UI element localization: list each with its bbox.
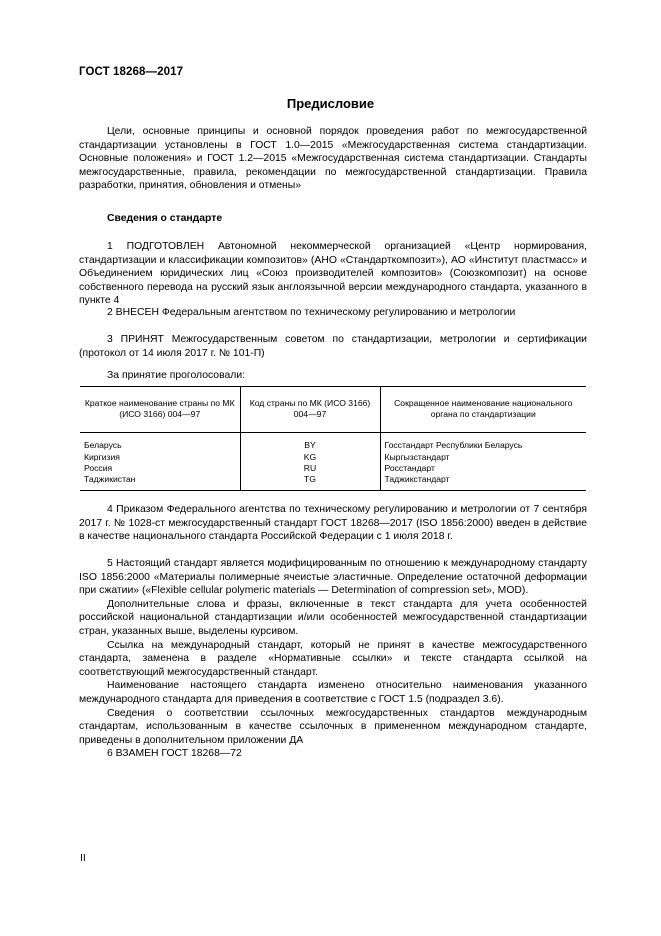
item-5-note-references: Ссылка на международный стандарт, который не принят в качестве межгосударственного стандарта, заменена в разделе «Нормативные ссылки» и тексте стандарта ссылкой на соответствующий межгосударственный стандарт. <box>79 639 587 678</box>
item-1-text: 1 ПОДГОТОВЛЕН Автономной некоммерческой организацией «Центр нормирования, стандартизации и классификации композитов» (АНО «Стандарткомпозит»), АО «Институт пластмасс» и Объединением юридических лиц «Союз производителей композитов» (Союзкомпозит) на основе собственного перевода на русский язык англоязычной версии международного стандарта, указанного в пункте 4 <box>79 241 587 307</box>
item-2 <box>79 306 587 320</box>
country-code: KG <box>240 452 380 463</box>
item-3 <box>79 333 587 360</box>
voting-table <box>80 386 586 491</box>
country-name: Россия <box>80 463 240 474</box>
info-heading: Сведения о стандарте <box>107 213 223 224</box>
item-5-text: 5 Настоящий стандарт является модифицированным по отношению к международному стандарту ISO 1856:2000 «Материалы полимерные ячеистые эластичные. Определение остаточной деформации при сжатии» («Flexible cellular polymeric materials — Determination of compression set», MOD). <box>79 558 587 597</box>
country-code: TG <box>240 474 380 491</box>
national-body: Таджикстандарт <box>380 474 586 491</box>
vote-label: За принятие проголосовали: <box>107 370 246 381</box>
item-5-note-additions: Дополнительные слова и фразы, включенные в текст стандарта для учета особенностей российской национальной стандартизации и/или особенностей межгосударственной стандартизации стран, указанных выше, выделены курсивом. <box>79 598 587 637</box>
table-header-code: Код страны по МК (ИСО 3166) 004—97 <box>240 387 380 433</box>
table-header-country: Краткое наименование страны по МК (ИСО 3166) 004—97 <box>80 387 240 433</box>
table-header-body: Сокращенное наименование национального органа по стандартизации <box>380 387 586 433</box>
country-code: RU <box>240 463 380 474</box>
national-body: Росстандарт <box>384 462 435 473</box>
table-row <box>80 452 586 463</box>
item-3-text: 3 ПРИНЯТ Межгосударственным советом по стандартизации, метрологии и сертификации (протокол от 14 июля 2017 г. № 101-П) <box>79 334 587 359</box>
item-2-text: 2 ВНЕСЕН Федеральным агентством по техническому регулированию и метрологии <box>107 307 516 318</box>
country-name: Таджикистан <box>80 474 240 491</box>
item-1 <box>79 240 587 308</box>
intro-paragraph <box>79 125 587 193</box>
item-6-text: 6 ВЗАМЕН ГОСТ 18268—72 <box>107 748 242 759</box>
intro-text: Цели, основные принципы и основной порядок проведения работ по межгосударственной стандартизации установлены в ГОСТ 1.0—2015 «Межгосударственная система стандартизации. Основные положения» и ГОСТ 1.2—2015 «Межгосударственная система стандартизации. Стандарты межгосударственные, правила, рекомендации по межгосударственной стандартизации. Правила разработки, принятия, обновления и отмены» <box>79 126 587 192</box>
document-header: ГОСТ 18268—2017 <box>79 66 184 78</box>
table-row <box>80 474 586 491</box>
country-name: Киргизия <box>80 452 240 463</box>
country-code: BY <box>240 433 380 452</box>
country-name: Беларусь <box>80 433 240 452</box>
item-4-text: 4 Приказом Федерального агентства по техническому регулированию и метрологии от 7 сентября 2017 г. № 1028-ст межгосударственный стандарт ГОСТ 18268—2017 (ISO 1856:2000) введен в действие в качестве национального стандарта Российской Федерации с 1 июля 2018 г. <box>79 504 587 543</box>
item-4 <box>79 503 587 544</box>
page-title: Предисловие <box>286 96 375 111</box>
table-row <box>80 433 586 452</box>
table-row <box>80 463 586 474</box>
item-5-note-title: Наименование настоящего стандарта изменено относительно наименования указанного международного стандарта для приведения в соответствие с ГОСТ 1.5 (подраздел 3.6). <box>79 680 587 705</box>
table-header-row <box>80 387 586 433</box>
item-5 <box>79 557 587 747</box>
item-6 <box>79 747 587 761</box>
national-body: Кыргызстандарт <box>384 451 450 462</box>
item-5-note-appendix: Сведения о соответствии ссылочных межгосударственных стандартов международным стандартам, использованным в качестве ссылочных в примененном международном стандарте, приведены в дополнительном приложении ДА <box>79 707 587 746</box>
page-number: II <box>80 853 86 864</box>
national-body: Госстандарт Республики Беларусь <box>384 440 523 451</box>
